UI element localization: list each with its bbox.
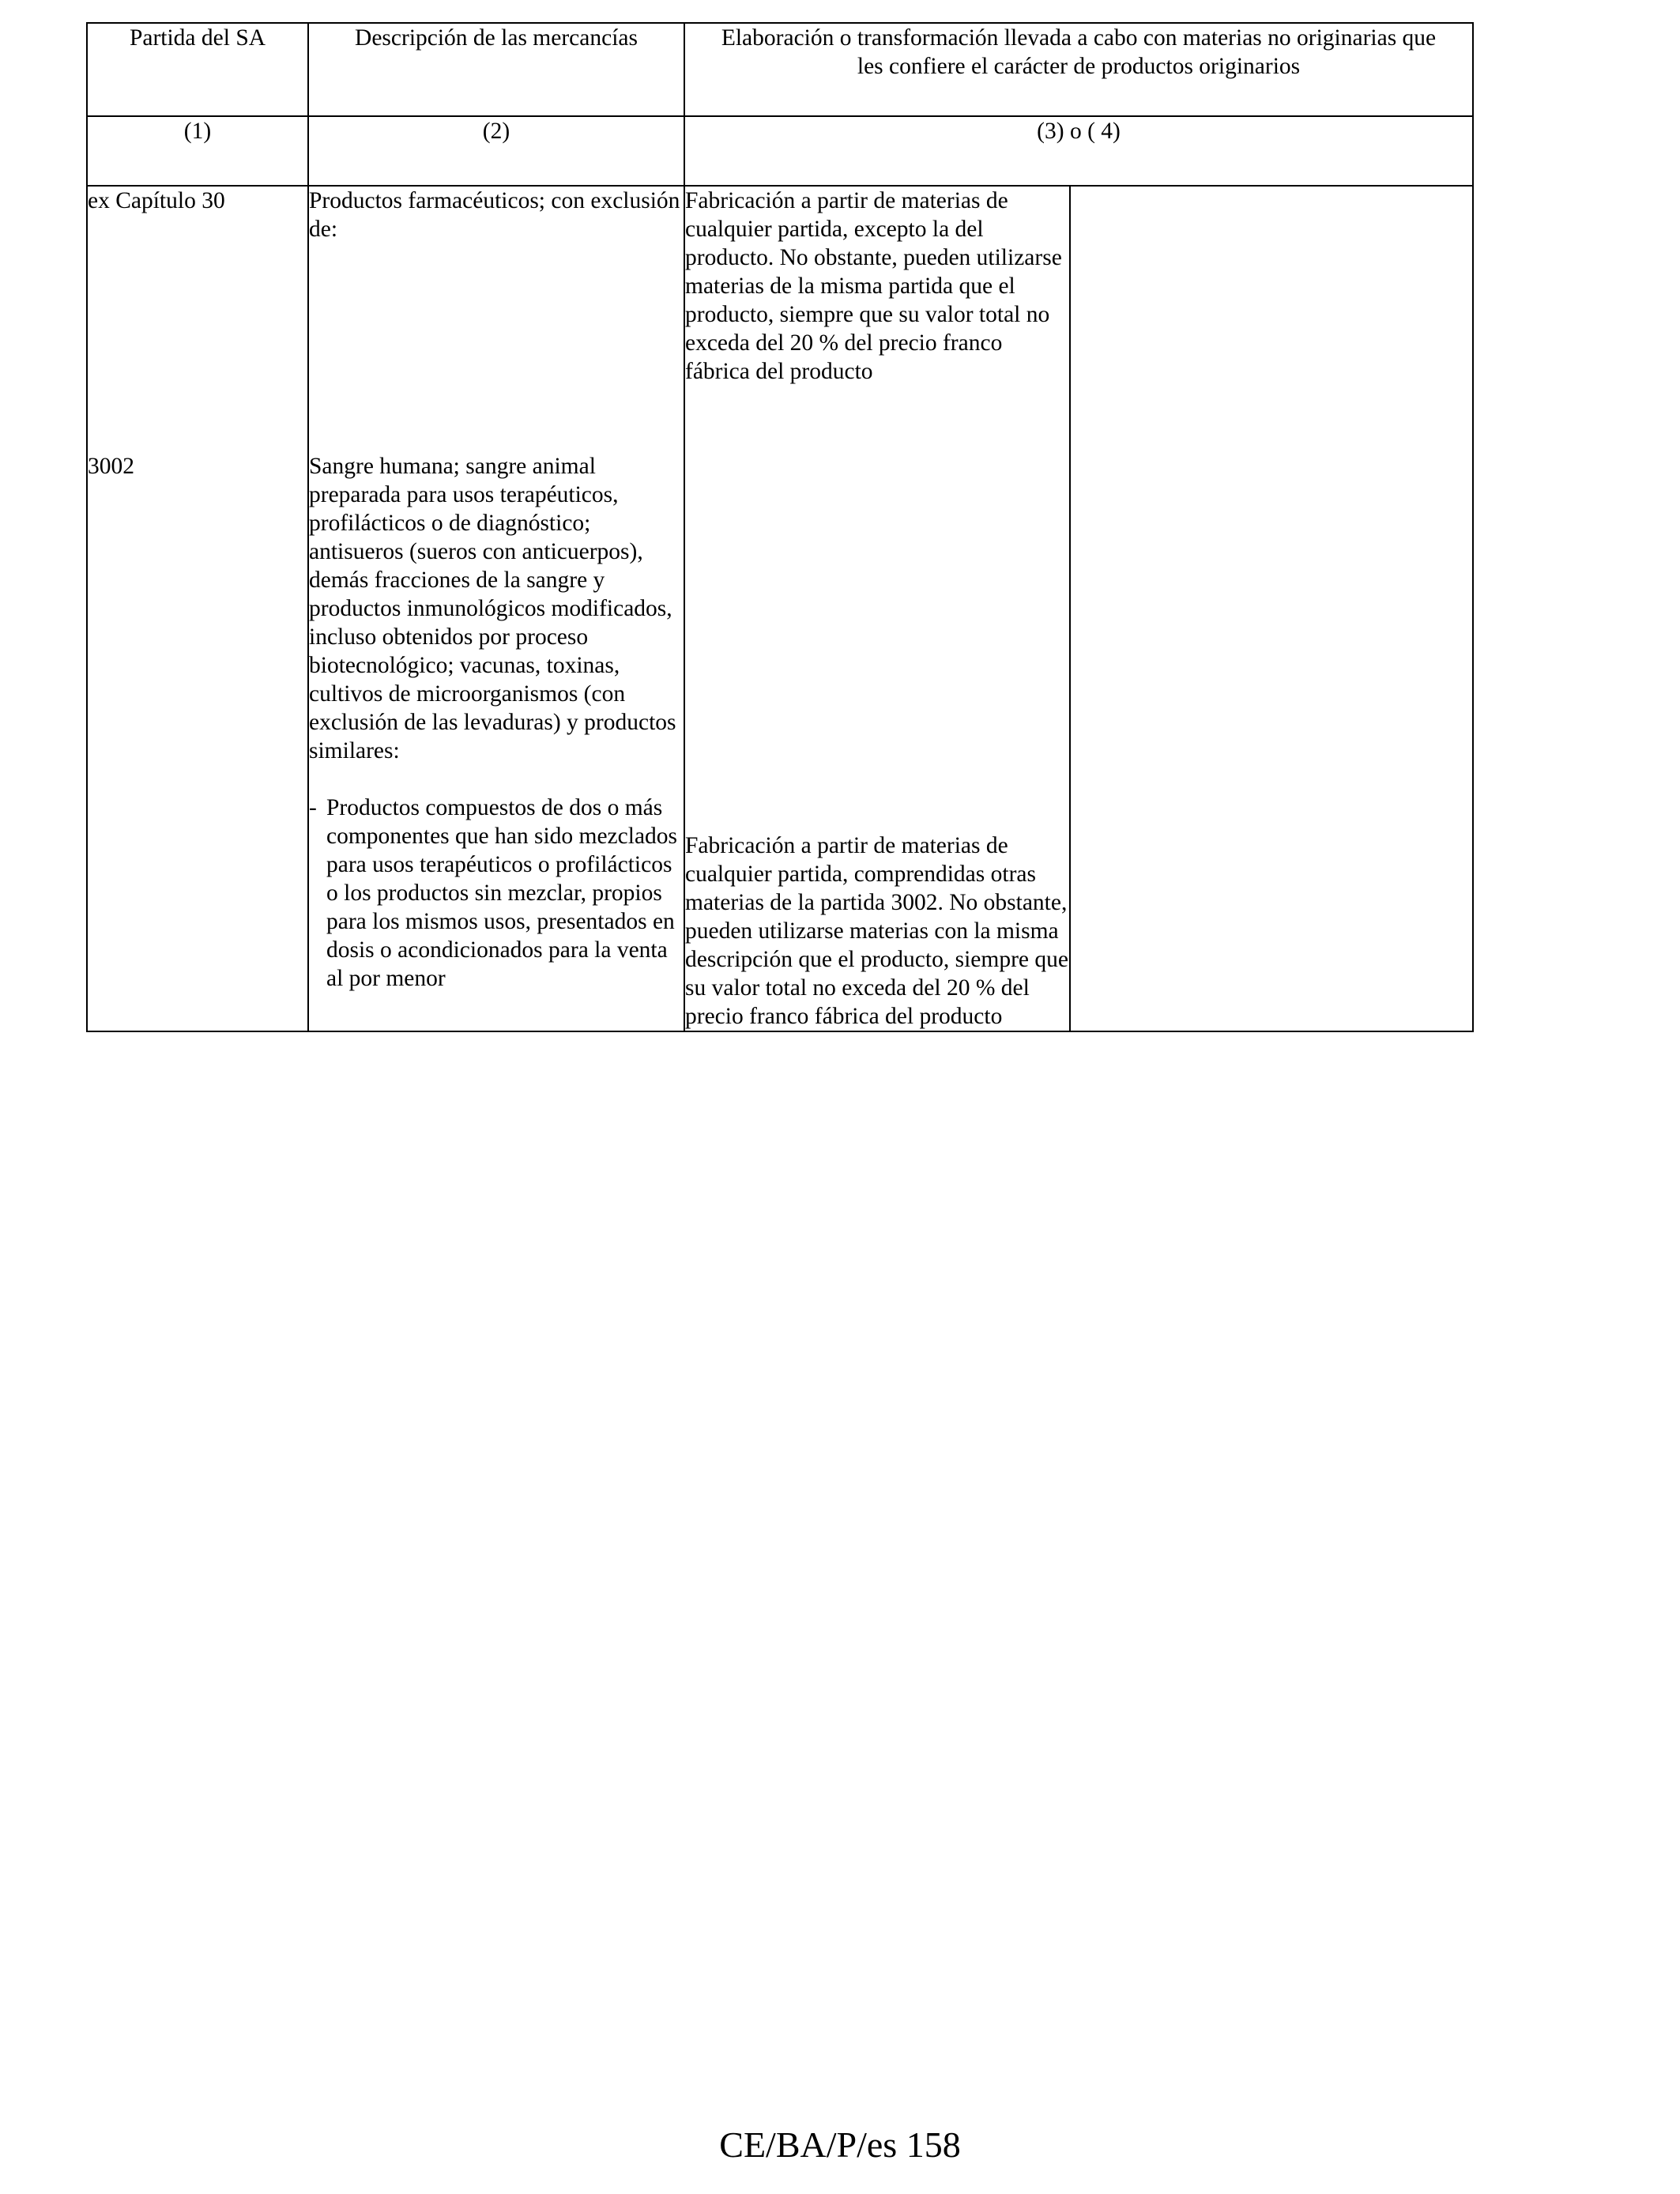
- column-number-3-4: (3) o ( 4): [684, 116, 1473, 186]
- elaboracion-productos-compuestos: Fabricación a partir de materias de cualquier partida, comprendidas otras materias de la partida 3002. No obstante, pueden utilizarse materias con la misma descripción que el producto, siempre que su valor total no exceda del 20 % del precio franco fábrica del producto: [685, 833, 1068, 1029]
- partida-cell: [87, 186, 308, 1031]
- header-row: [87, 23, 1473, 116]
- partida-3002: 3002: [88, 454, 134, 479]
- table-row: [87, 186, 1473, 1031]
- elaboracion-ex-capitulo-30: Fabricación a partir de materias de cualquier partida, excepto la del producto. No obstante, pueden utilizarse materias de la misma partida que el producto, siempre que su valor total no exceda del 20 % del precio franco fábrica del producto: [685, 188, 1062, 384]
- partida-ex-capitulo-30: ex Capítulo 30: [88, 188, 225, 213]
- descripcion-ex-capitulo-30: Productos farmacéuticos; con exclusión de:: [309, 188, 680, 242]
- page-footer: CE/BA/P/es 158: [719, 2124, 961, 2165]
- descripcion-cell: [308, 186, 684, 1031]
- header-partida: Partida del SA: [87, 23, 308, 116]
- descripcion-productos-compuestos: Productos compuestos de dos o más componentes que han sido mezclados para usos terapéuticos o profilácticos o los productos sin mezclar, propios para los mismos usos, presentados en dosis o acondicionados para la venta al por menor: [326, 795, 678, 991]
- elaboracion-cell: [684, 186, 1070, 1031]
- column-number-row: [87, 116, 1473, 186]
- descripcion-3002: Sangre humana; sangre animal preparada para usos terapéuticos, profilácticos o de diagnóstico; antisueros (sueros con anticuerpos), demás fracciones de la sangre y productos inmunológicos modificados, incluso obtenidos por proceso biotecnológico; vacunas, toxinas, cultivos de microorganismos (con exclusión de las levaduras) y productos similares:: [309, 454, 676, 763]
- header-descripcion: Descripción de las mercancías: [308, 23, 684, 116]
- header-elaboracion: Elaboración o transformación llevada a cabo con materias no originarias que les confiere el carácter de productos originarios: [684, 23, 1473, 116]
- column-number-1: (1): [87, 116, 308, 186]
- column-number-2: (2): [308, 116, 684, 186]
- dash-bullet: -: [309, 795, 317, 820]
- rules-table: [86, 22, 1474, 1032]
- list-item: [309, 794, 684, 993]
- empty-column-4-cell: [1070, 186, 1473, 1031]
